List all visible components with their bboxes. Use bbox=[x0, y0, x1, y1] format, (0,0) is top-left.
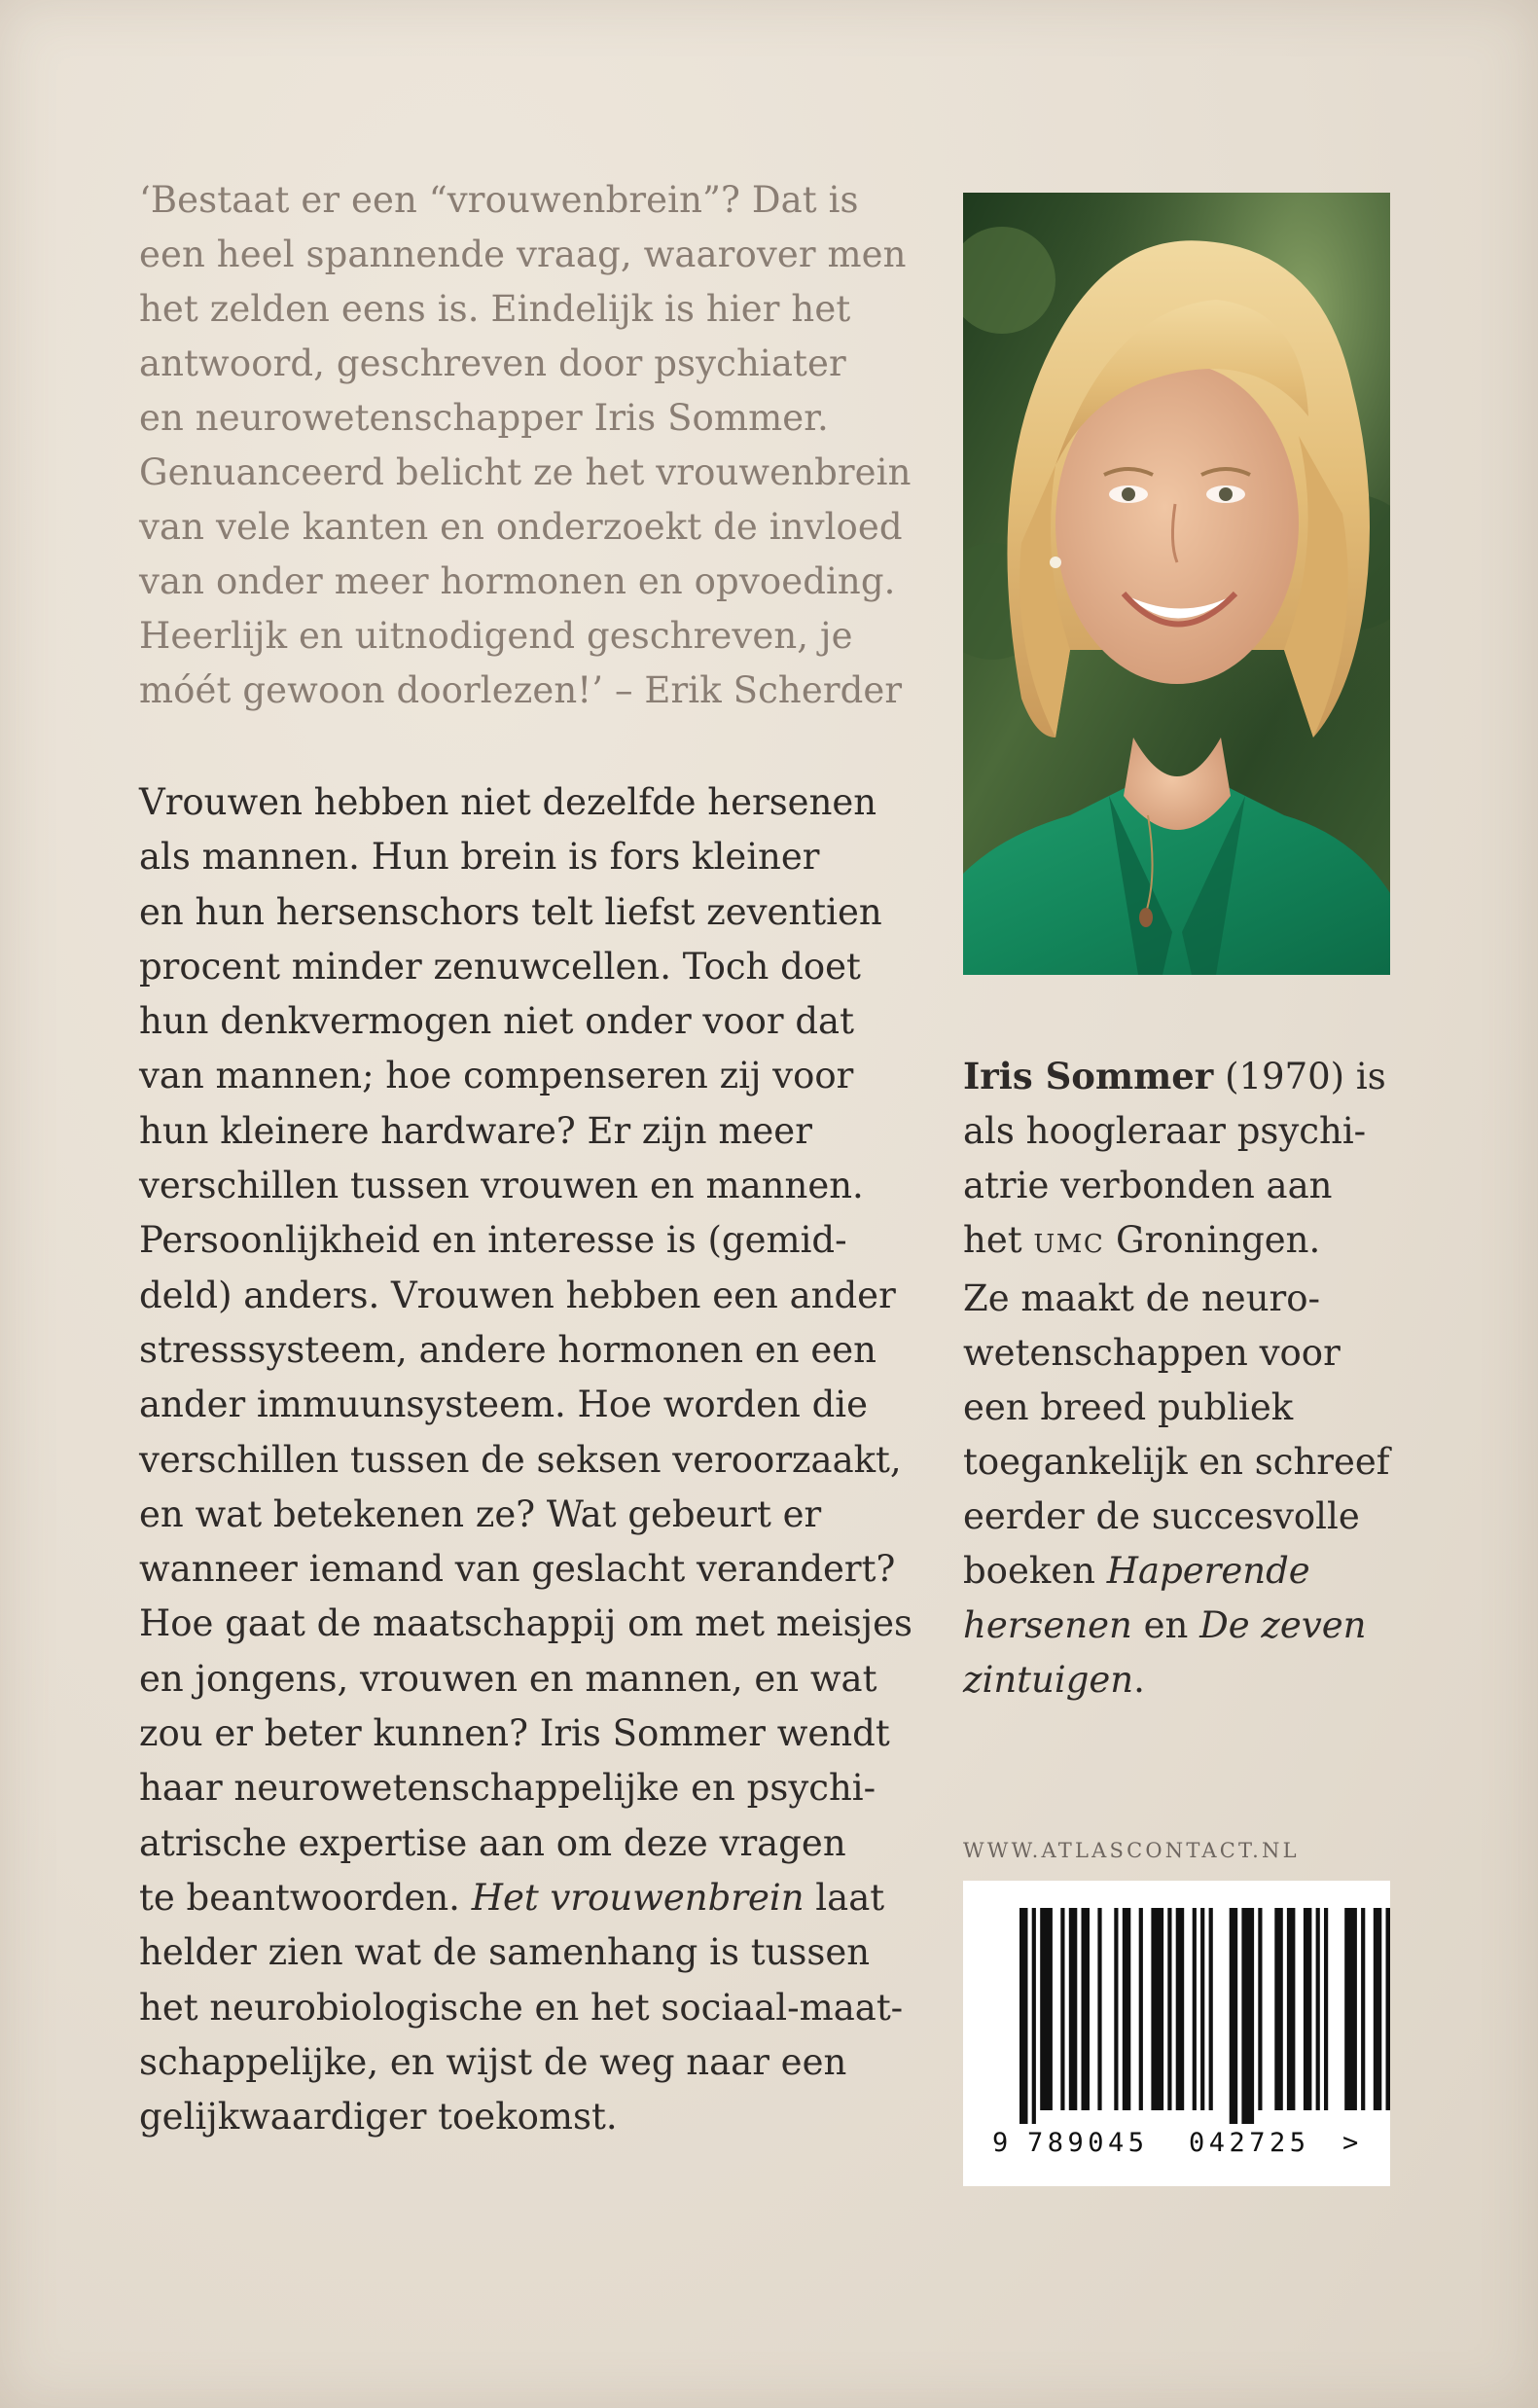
isbn-right-group: 042725 bbox=[1189, 2128, 1310, 2158]
description-line: gelijkwaardiger toekomst. bbox=[139, 2096, 618, 2138]
description-line: Vrouwen hebben niet dezelfde hersenen bbox=[139, 781, 877, 823]
description-line: als mannen. Hun brein is fors kleiner bbox=[139, 836, 820, 879]
isbn-left-group: 789045 bbox=[1027, 2128, 1149, 2158]
barcode-bar bbox=[1304, 1908, 1312, 2110]
barcode-bar bbox=[1200, 1908, 1204, 2110]
bio-text: Groningen. bbox=[1104, 1219, 1321, 1261]
barcode-bar bbox=[1114, 1908, 1118, 2110]
barcode-bar bbox=[1019, 1908, 1028, 2124]
barcode-bar bbox=[1151, 1908, 1163, 2110]
publisher-website: WWW.ATLASCONTACT.NL bbox=[963, 1839, 1300, 1862]
isbn-arrow: > bbox=[1342, 2128, 1359, 2158]
quote-line: van onder meer hormonen en opvoeding. bbox=[139, 560, 896, 602]
bio-line bbox=[963, 1653, 1420, 1707]
barcode-bars bbox=[963, 1881, 1390, 2124]
description-line: stresssysteem, andere hormonen en een bbox=[139, 1328, 876, 1371]
barcode-bar bbox=[1040, 1908, 1053, 2110]
bio-text: het bbox=[963, 1219, 1034, 1261]
barcode-bar bbox=[1209, 1908, 1213, 2110]
bio-line: Ze maakt de neuro- bbox=[963, 1277, 1320, 1319]
bio-line: eerder de succesvolle bbox=[963, 1495, 1360, 1537]
isbn-barcode bbox=[963, 1881, 1390, 2186]
book-title: Het vrouwenbrein bbox=[471, 1876, 805, 1919]
description-line: en hun hersenschors telt liefst zeventien bbox=[139, 890, 882, 933]
bio-line: als hoogleraar psychi- bbox=[963, 1110, 1367, 1152]
quote-line: van vele kanten en onderzoekt de invloed bbox=[139, 506, 903, 548]
endorsement-quote bbox=[139, 173, 937, 718]
book-title: zintuigen bbox=[963, 1659, 1134, 1701]
book-title: De zeven bbox=[1199, 1604, 1367, 1646]
quote-line: een heel spannende vraag, waarover men bbox=[139, 234, 907, 275]
description-line: het neurobiologische en het sociaal-maat- bbox=[139, 1986, 904, 2029]
bio-line: atrie verbonden aan bbox=[963, 1165, 1333, 1206]
description-line: ander immuunsysteem. Hoe worden die bbox=[139, 1384, 868, 1426]
bio-line: wetenschappen voor bbox=[963, 1332, 1341, 1374]
barcode-bar bbox=[1230, 1908, 1238, 2124]
description-line: Persoonlijkheid en interesse is (gemid- bbox=[139, 1219, 847, 1262]
book-title: hersenen bbox=[963, 1604, 1132, 1646]
barcode-bar bbox=[1287, 1908, 1296, 2110]
barcode-bar bbox=[1374, 1908, 1382, 2110]
quote-line: antwoord, geschreven door psychiater bbox=[139, 342, 846, 384]
barcode-bar bbox=[1060, 1908, 1064, 2110]
barcode-bar bbox=[1344, 1908, 1357, 2110]
barcode-bar bbox=[1097, 1908, 1101, 2110]
barcode-bar bbox=[1193, 1908, 1197, 2110]
barcode-bar bbox=[1274, 1908, 1283, 2110]
quote-line: het zelden eens is. Eindelijk is hier het bbox=[139, 288, 851, 330]
description-text: te beantwoorden. bbox=[139, 1876, 472, 1919]
barcode-bar bbox=[1139, 1908, 1143, 2110]
quote-line: móét gewoon doorlezen!’ – Erik Scherder bbox=[139, 669, 903, 711]
author-bio bbox=[963, 1049, 1420, 1707]
barcode-bar bbox=[1241, 1908, 1254, 2124]
barcode-bar bbox=[1069, 1908, 1078, 2110]
author-name: Iris Sommer bbox=[963, 1055, 1214, 1097]
barcode-bar bbox=[1316, 1908, 1320, 2110]
description-line bbox=[139, 1871, 937, 1925]
quote-line: en neurowetenschapper Iris Sommer. bbox=[139, 397, 829, 439]
bio-line: een breed publiek bbox=[963, 1386, 1294, 1428]
description-line: en wat betekenen ze? Wat gebeurt er bbox=[139, 1492, 822, 1535]
isbn-first-digit: 9 bbox=[992, 2128, 1009, 2158]
description-line: verschillen tussen vrouwen en mannen. bbox=[139, 1165, 864, 1207]
bio-text: . bbox=[1133, 1659, 1145, 1701]
barcode-bar bbox=[1324, 1908, 1328, 2110]
description-line: atrische expertise aan om deze vragen bbox=[139, 1821, 846, 1864]
description-line: Hoe gaat de maatschappij om met meisjes bbox=[139, 1602, 912, 1645]
bio-line bbox=[963, 1599, 1420, 1653]
umc-abbreviation: UMC bbox=[1033, 1230, 1105, 1259]
bio-line: toegankelijk en schreef bbox=[963, 1441, 1390, 1483]
author-portrait-illustration bbox=[963, 193, 1390, 975]
barcode-bar bbox=[1082, 1908, 1091, 2110]
bio-text: boeken bbox=[963, 1550, 1107, 1592]
description-line: hun kleinere hardware? Er zijn meer bbox=[139, 1109, 812, 1152]
quote-line: Heerlijk en uitnodigend geschreven, je bbox=[139, 615, 853, 657]
description-line: hun denkvermogen niet onder voor dat bbox=[139, 1000, 854, 1043]
description-line: wanneer iemand van geslacht verandert? bbox=[139, 1548, 896, 1591]
barcode-bar bbox=[1258, 1908, 1262, 2110]
description-line: deld) anders. Vrouwen hebben een ander bbox=[139, 1274, 896, 1316]
barcode-bar bbox=[1386, 1908, 1391, 2110]
description-line: zou er beter kunnen? Iris Sommer wendt bbox=[139, 1712, 890, 1755]
description-line: van mannen; hoe compenseren zij voor bbox=[139, 1055, 854, 1097]
description-line: haar neurowetenschappelijke en psychi- bbox=[139, 1767, 876, 1810]
barcode-bar bbox=[1167, 1908, 1171, 2110]
description-line: procent minder zenuwcellen. Toch doet bbox=[139, 945, 861, 988]
author-photo bbox=[963, 193, 1390, 975]
bio-line bbox=[963, 1213, 1420, 1272]
quote-line: Genuanceerd belicht ze het vrouwenbrein bbox=[139, 451, 912, 493]
barcode-bar bbox=[1032, 1908, 1036, 2124]
barcode-bar bbox=[1176, 1908, 1185, 2110]
bio-line bbox=[963, 1544, 1420, 1599]
description-line: en jongens, vrouwen en mannen, en wat bbox=[139, 1657, 877, 1700]
bio-line bbox=[963, 1049, 1420, 1104]
quote-line: ‘Bestaat er een “vrouwenbrein”? Dat is bbox=[139, 179, 859, 221]
description-line: schappelijke, en wijst de weg naar een bbox=[139, 2040, 847, 2083]
barcode-bar bbox=[1123, 1908, 1131, 2110]
description-line: verschillen tussen de seksen veroorzaakt, bbox=[139, 1438, 902, 1481]
book-title: Haperende bbox=[1106, 1550, 1310, 1592]
bio-text: (1970) is bbox=[1213, 1056, 1386, 1097]
book-description bbox=[139, 775, 937, 2144]
isbn-number bbox=[963, 2126, 1390, 2161]
description-line: helder zien wat de samenhang is tussen bbox=[139, 1931, 871, 1974]
bio-text: en bbox=[1131, 1604, 1200, 1646]
barcode-bar bbox=[1361, 1908, 1365, 2110]
description-text: laat bbox=[804, 1876, 885, 1919]
